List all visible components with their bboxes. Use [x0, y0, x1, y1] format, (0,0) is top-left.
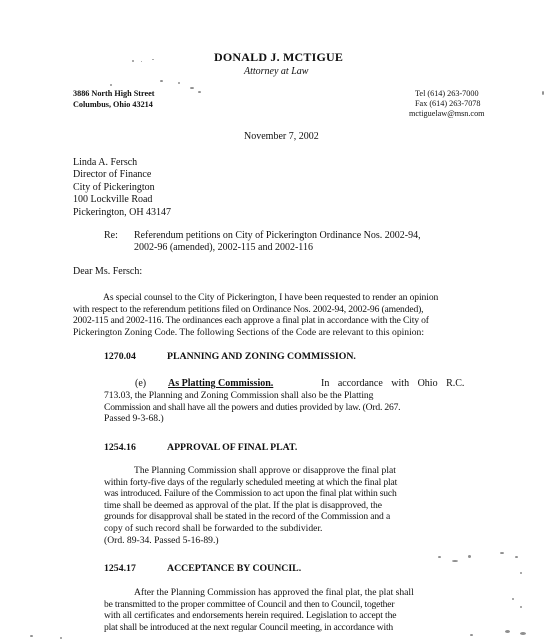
recipient-line: 100 Lockville Road [73, 194, 153, 206]
section-line: with all certificates and endorsements herein required. Legislation to accept the [104, 610, 397, 622]
section-1270-body [104, 390, 490, 425]
email-address: mctiguelaw@msn.com [409, 109, 485, 118]
salutation: Dear Ms. Fersch: [73, 266, 143, 277]
section-line: plat shall be introduced at the next regular Council meeting, in accordance with [104, 621, 394, 633]
re-line-2: 2002-96 (amended), 2002-115 and 2002-116 [134, 242, 313, 253]
section-line: grounds for disapproval shall be stated in the record of the Commission and a [104, 511, 391, 523]
item-label: (e) [135, 378, 147, 389]
re-line-1: Referendum petitions on City of Pickerington Ordinance Nos. 2002-94, [134, 230, 421, 241]
section-line: (Ord. 89-34. Passed 5-16-89.) [104, 534, 219, 546]
letter-date: November 7, 2002 [244, 131, 319, 142]
section-1254-16-body [104, 465, 490, 546]
section-heading: ACCEPTANCE BY COUNCIL. [167, 563, 302, 574]
section-line: In accordance with Ohio R.C. [321, 378, 465, 389]
intro-paragraph [73, 292, 491, 338]
recipient-block [73, 157, 171, 219]
section-line: The Planning Commission shall approve or disapprove the final plat [134, 465, 396, 476]
section-line: After the Planning Commission has approved the final plat, the plat shall [134, 587, 414, 598]
intro-line: Pickerington Zoning Code. The following Sections of the Code are relevant to this opinion: [73, 326, 425, 338]
letterhead-title: Attorney at Law [244, 66, 309, 77]
section-line: was introduced. Failure of the Commission to act upon the final plat within such [104, 488, 397, 500]
section-line: Commission and shall have all the powers and duties provided by law. (Ord. 267. [104, 401, 401, 413]
section-line: Passed 9-3-68.) [104, 413, 164, 425]
section-heading: APPROVAL OF FINAL PLAT. [167, 442, 298, 453]
section-heading: PLANNING AND ZONING COMMISSION. [167, 351, 356, 362]
intro-line: with respect to the referendum petitions filed on Ordinance Nos. 2002-94, 2002-96 (amended), [73, 303, 424, 315]
fax-number: Fax (614) 263-7078 [415, 99, 481, 108]
section-line: within forty-five days of the regularly scheduled meeting at which the final plat [104, 476, 398, 488]
address-line-1: 3886 North High Street [73, 89, 155, 98]
recipient-line: Linda A. Fersch [73, 157, 138, 168]
intro-line: As special counsel to the City of Pickerington, I have been requested to render an opinion [103, 292, 439, 303]
intro-line: 2002-115 and 2002-116. The ordinances each approve a final plat in accordance with the City of [73, 315, 429, 327]
section-line: be transmitted to the proper committee of Council and then to Council, together [104, 598, 395, 610]
section-number: 1254.16 [104, 442, 136, 453]
item-title: As Platting Commission. [168, 378, 274, 389]
section-line: 713.03, the Planning and Zoning Commission shall also be the Platting [104, 390, 374, 401]
recipient-line: Director of Finance [73, 169, 152, 181]
recipient-line: Pickerington, OH 43147 [73, 206, 172, 218]
recipient-line: City of Pickerington [73, 181, 155, 193]
phone-number: Tel (614) 263-7000 [415, 89, 479, 98]
section-number: 1254.17 [104, 563, 136, 574]
section-line: copy of such record shall be forwarded to the subdivider. [104, 522, 323, 534]
section-line: time shall be deemed as approval of the plat. If the plat is disapproved, the [104, 499, 382, 511]
address-line-2: Columbus, Ohio 43214 [73, 100, 153, 109]
section-number: 1270.04 [104, 351, 136, 362]
section-1254-17-body [104, 587, 490, 633]
letterhead-name: DONALD J. MCTIGUE [214, 50, 344, 64]
re-label: Re: [104, 230, 118, 241]
